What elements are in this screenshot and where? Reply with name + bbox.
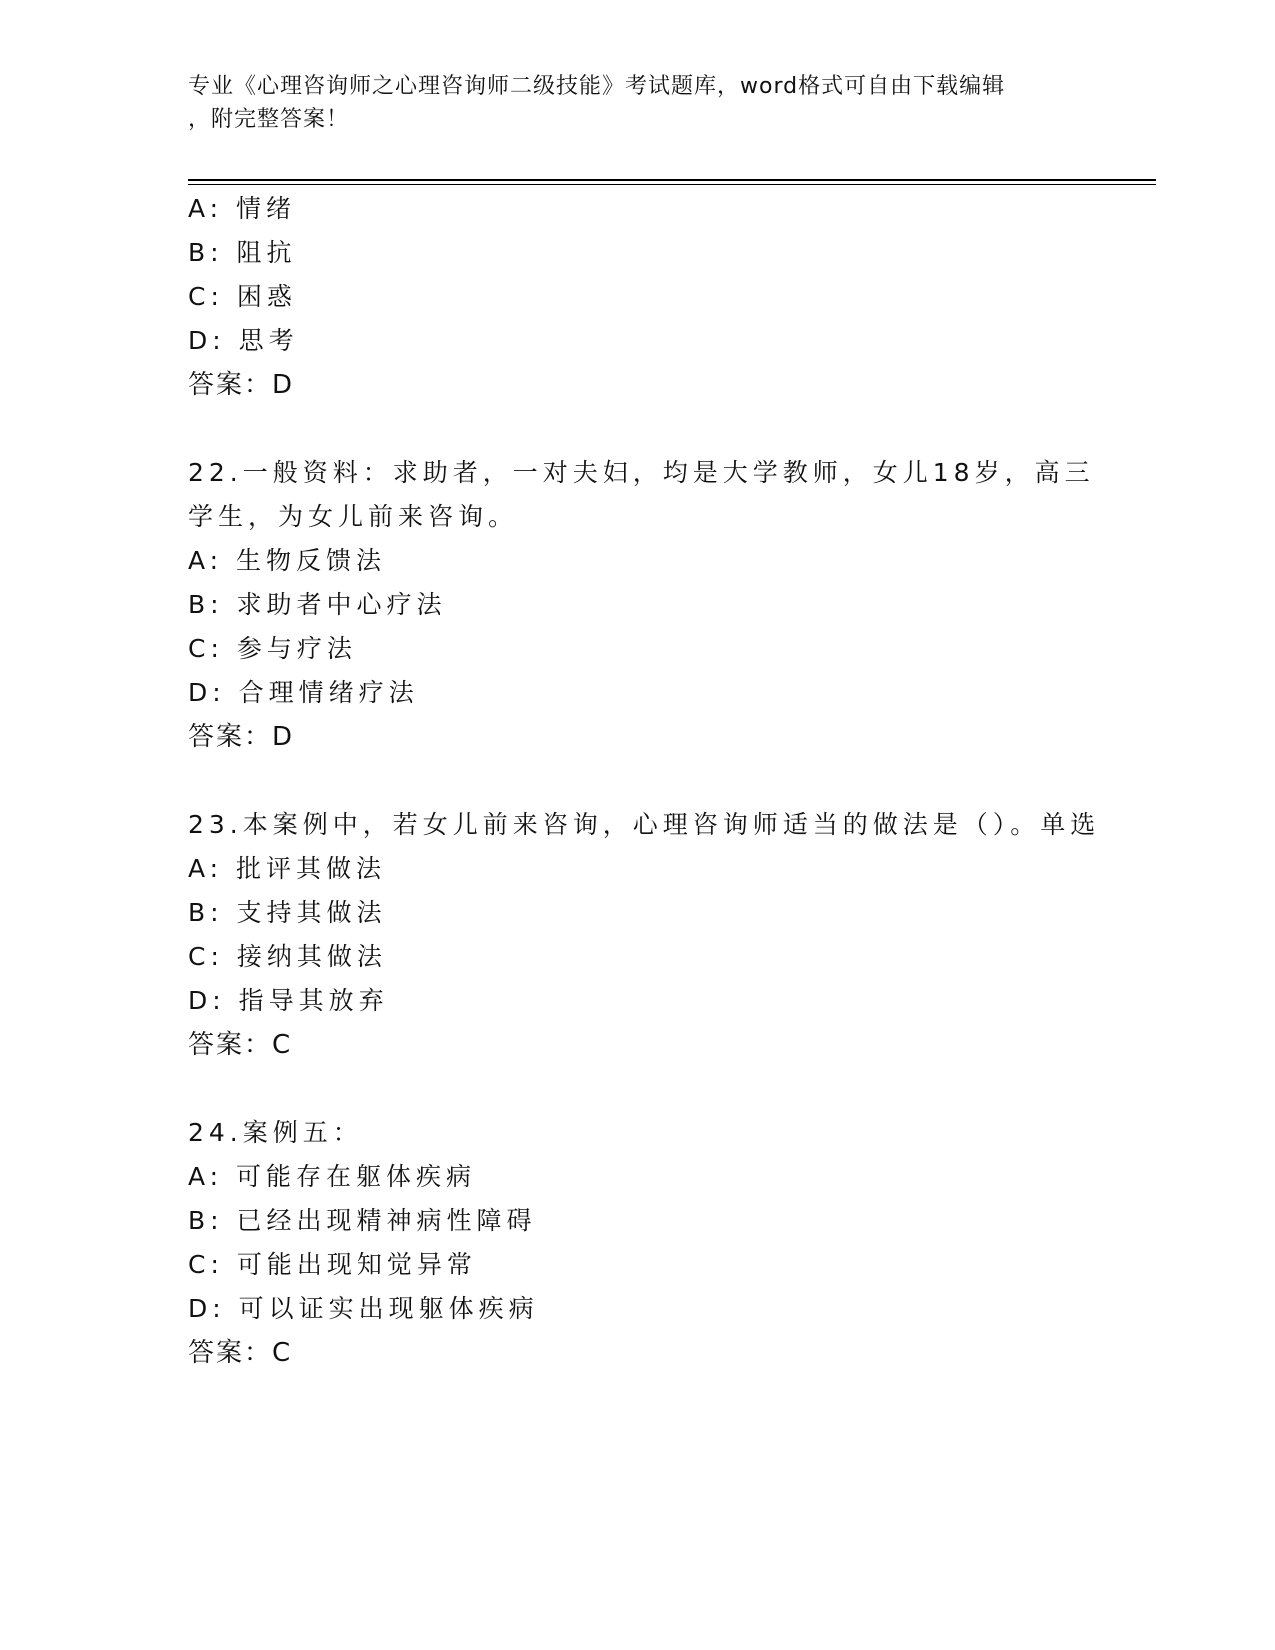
option-b: B: 阻抗 [188,238,297,267]
option-a: A: 情绪 [188,194,297,223]
question-23-option-a: A: 批评其做法 [188,854,387,883]
question-23-title: 23.本案例中，若女儿前来咨询，心理咨询师适当的做法是（）。单选 [188,810,1101,839]
question-24-option-a: A: 可能存在躯体疾病 [188,1162,477,1191]
question-24-option-b: B: 已经出现精神病性障碍 [188,1206,537,1235]
question-22-title-cont: 学生，为女儿前来咨询。 [188,502,519,531]
question-22-answer: 答案：D [188,722,295,752]
question-22-title: 22.一般资料：求助者，一对夫妇，均是大学教师，女儿18岁，高三 [188,458,1095,487]
option-c: C: 困惑 [188,282,297,311]
question-22-option-d: D: 合理情绪疗法 [188,678,419,707]
question-24-option-d: D: 可以证实出现躯体疾病 [188,1294,539,1323]
question-22-option-b: B: 求助者中心疗法 [188,590,447,619]
question-22-option-a: A: 生物反馈法 [188,546,387,575]
question-24-answer: 答案：C [188,1338,293,1368]
document-header [188,70,1088,136]
header-rule-top [188,179,1156,181]
option-d: D: 思考 [188,326,299,355]
header-rule-bottom [188,184,1156,185]
question-23-option-b: B: 支持其做法 [188,898,387,927]
header-line-2: ，附完整答案！ [188,107,350,132]
answer: 答案：D [188,370,295,400]
question-22-option-c: C: 参与疗法 [188,634,357,663]
question-23-option-c: C: 接纳其做法 [188,942,387,971]
question-23-answer: 答案：C [188,1030,293,1060]
question-24-option-c: C: 可能出现知觉异常 [188,1250,477,1279]
header-line-1: 专业《心理咨询师之心理咨询师二级技能》考试题库，word格式可自由下载编辑 [188,74,1006,99]
question-23-option-d: D: 指导其放弃 [188,986,389,1015]
question-24-title: 24.案例五： [188,1118,363,1147]
